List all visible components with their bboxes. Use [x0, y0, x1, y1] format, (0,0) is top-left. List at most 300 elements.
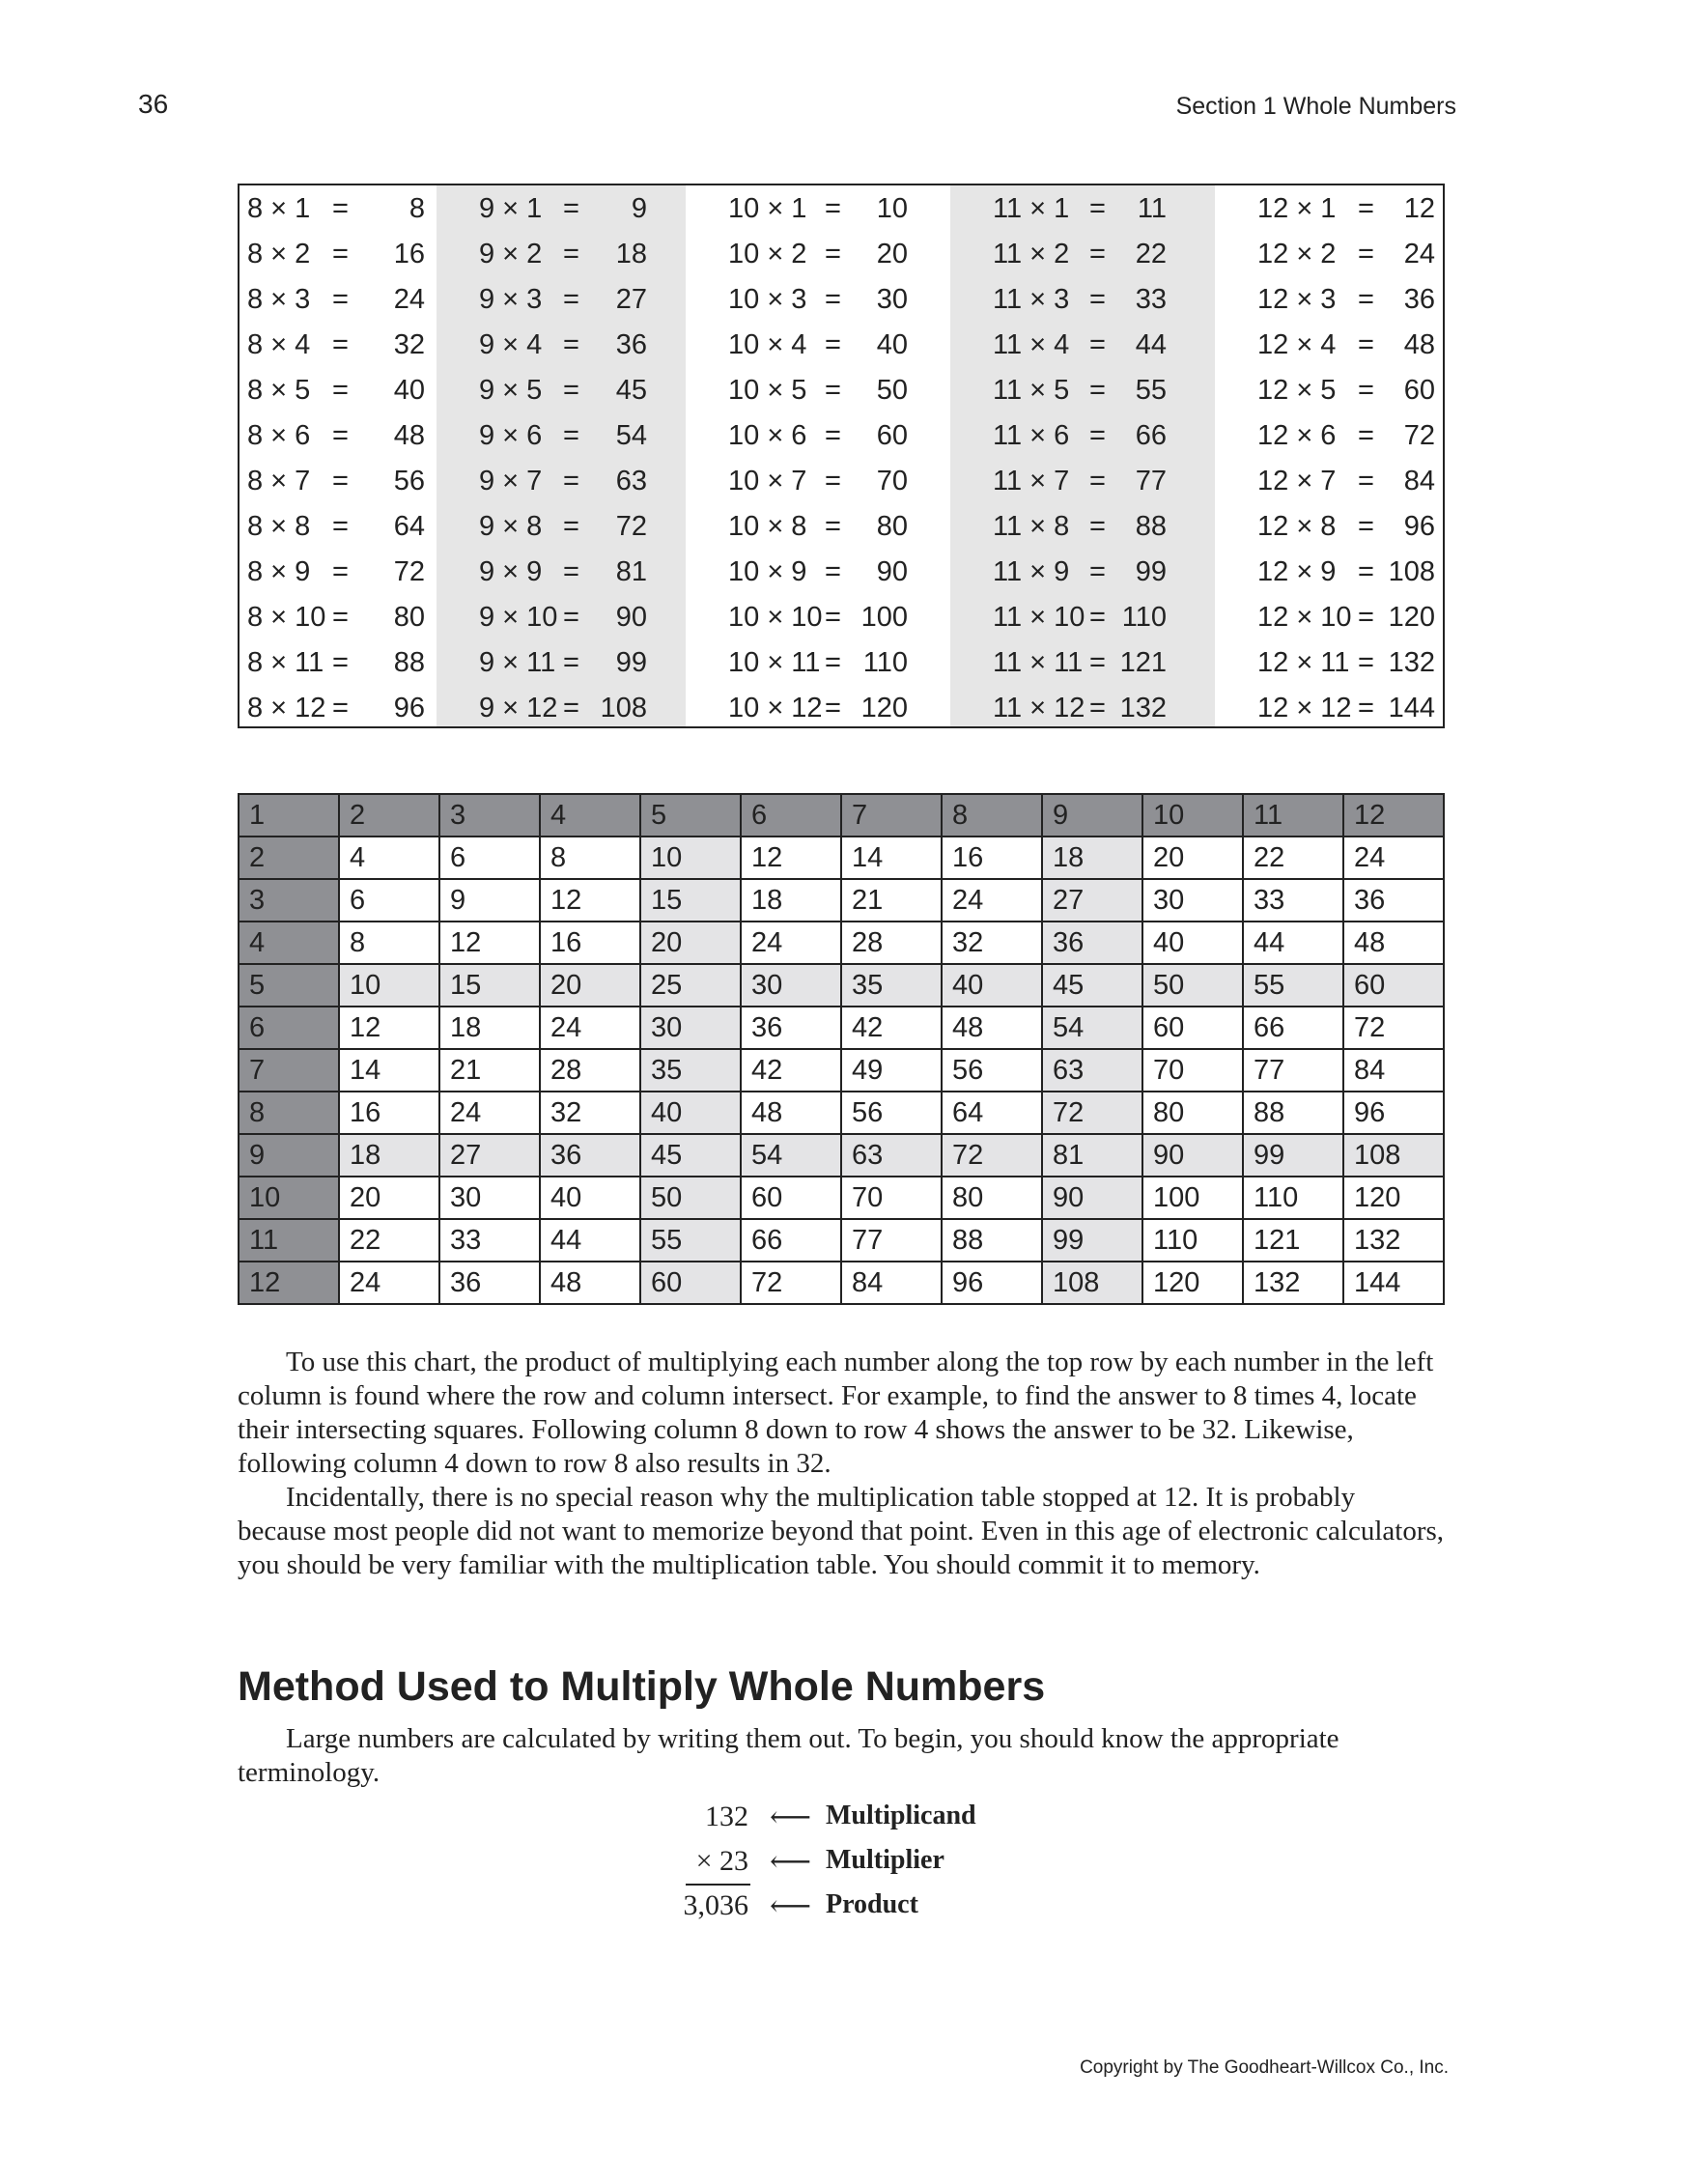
times-table-product: 33: [1135, 284, 1167, 315]
grid-cell: 9: [439, 879, 540, 922]
grid-cell: 40: [1142, 922, 1243, 964]
grid-cell: 99: [1243, 1134, 1343, 1177]
grid-column-header: 12: [1343, 794, 1444, 837]
times-table-expression: 12 × 5: [1257, 375, 1337, 406]
grid-cell: 50: [1142, 964, 1243, 1007]
equals-sign: =: [563, 511, 579, 542]
grid-cell: 20: [640, 922, 741, 964]
grid-cell: 42: [741, 1049, 841, 1092]
equals-sign: =: [825, 375, 841, 406]
times-table-row: [686, 186, 950, 232]
grid-column-header: 6: [741, 794, 841, 837]
times-table-expression: 11 × 9: [993, 556, 1070, 587]
equals-sign: =: [1089, 466, 1106, 496]
equals-sign: =: [563, 420, 579, 451]
grid-column-header: 4: [540, 794, 640, 837]
equals-sign: =: [1358, 693, 1374, 723]
times-table-expression: 12 × 12: [1257, 693, 1352, 723]
grid-column-header: 2: [339, 794, 439, 837]
equals-sign: =: [563, 556, 579, 587]
times-table-product: 96: [393, 693, 425, 723]
grid-cell: 32: [540, 1092, 640, 1134]
equals-sign: =: [1358, 193, 1374, 224]
times-table-product: 36: [1403, 284, 1435, 315]
grid-column-header: 1: [239, 794, 339, 837]
times-table-expression: 10 × 7: [728, 466, 807, 496]
times-table-product: 18: [615, 239, 647, 269]
multiplicand-label: Multiplicand: [826, 1801, 976, 1830]
times-table-product: 108: [1388, 556, 1435, 587]
equals-sign: =: [1089, 420, 1106, 451]
times-table-row: [240, 277, 437, 323]
multiplier-value: × 23: [695, 1845, 748, 1877]
times-table-product: 120: [860, 693, 908, 723]
times-table-product: 48: [1403, 329, 1435, 360]
times-table-expression: 11 × 3: [993, 284, 1070, 315]
grid-cell: 96: [942, 1262, 1042, 1304]
grid-cell: 32: [942, 922, 1042, 964]
times-table-product: 99: [1135, 556, 1167, 587]
grid-cell: 60: [1343, 964, 1444, 1007]
times-table-row: [686, 550, 950, 595]
grid-cell: 110: [1142, 1219, 1243, 1262]
times-table-row: [950, 323, 1215, 368]
grid-cell: 88: [942, 1219, 1042, 1262]
grid-cell: 30: [439, 1177, 540, 1219]
equals-sign: =: [1358, 239, 1374, 269]
times-table-row: [437, 640, 686, 686]
times-table-row: [437, 186, 686, 232]
grid-cell: 90: [1142, 1134, 1243, 1177]
times-table-row: [950, 640, 1215, 686]
times-table-expression: 10 × 10: [728, 602, 823, 633]
times-table-product: 16: [393, 239, 425, 269]
times-table-expression: 11 × 2: [993, 239, 1070, 269]
times-table-expression: 12 × 1: [1257, 193, 1337, 224]
times-table-expression: 12 × 11: [1257, 647, 1350, 678]
equals-sign: =: [332, 647, 349, 678]
grid-row: [239, 1007, 1444, 1049]
times-table-row: [437, 459, 686, 504]
grid-column-header: 7: [841, 794, 942, 837]
grid-column-header: 3: [439, 794, 540, 837]
grid-cell: 72: [942, 1134, 1042, 1177]
equals-sign: =: [563, 329, 579, 360]
grid-cell: 24: [439, 1092, 540, 1134]
grid-cell: 36: [540, 1134, 640, 1177]
times-table-row: [240, 686, 437, 731]
section-title: Method Used to Multiply Whole Numbers: [238, 1663, 1046, 1710]
times-table-product: 30: [876, 284, 908, 315]
equals-sign: =: [825, 466, 841, 496]
times-table-expression: 9 × 6: [479, 420, 543, 451]
times-table-product: 48: [393, 420, 425, 451]
times-table-expression: 9 × 1: [479, 193, 543, 224]
equals-sign: =: [825, 239, 841, 269]
times-table-product: 60: [1403, 375, 1435, 406]
grid-cell: 35: [841, 964, 942, 1007]
times-table-product: 63: [615, 466, 647, 496]
equals-sign: =: [332, 466, 349, 496]
grid-cell: 14: [339, 1049, 439, 1092]
grid-cell: 56: [841, 1092, 942, 1134]
grid-cell: 110: [1243, 1177, 1343, 1219]
equals-sign: =: [825, 602, 841, 633]
times-table-product: 108: [600, 693, 647, 723]
grid-row: [239, 922, 1444, 964]
equals-sign: =: [1089, 284, 1106, 315]
times-table-expression: 11 × 11: [993, 647, 1084, 678]
grid-cell: 18: [1042, 837, 1142, 879]
times-table-expression: 8 × 12: [247, 693, 326, 723]
grid-cell: 18: [439, 1007, 540, 1049]
grid-cell: 16: [540, 922, 640, 964]
equals-sign: =: [332, 375, 349, 406]
times-table-row: [950, 504, 1215, 550]
grid-cell: 21: [841, 879, 942, 922]
times-table-expression: 8 × 10: [247, 602, 326, 633]
grid-cell: 77: [1243, 1049, 1343, 1092]
product-label: Product: [826, 1889, 918, 1919]
grid-cell: 72: [1343, 1007, 1444, 1049]
grid-column-header: 5: [640, 794, 741, 837]
grid-cell: 63: [841, 1134, 942, 1177]
grid-cell: 99: [1042, 1219, 1142, 1262]
grid-cell: 36: [1042, 922, 1142, 964]
grid-cell: 10: [640, 837, 741, 879]
times-table-product: 81: [615, 556, 647, 587]
grid-cell: 16: [942, 837, 1042, 879]
grid-row-header: 12: [239, 1262, 339, 1304]
times-table-row: [686, 413, 950, 459]
grid-cell: 45: [640, 1134, 741, 1177]
grid-cell: 45: [1042, 964, 1142, 1007]
times-table-product: 120: [1388, 602, 1435, 633]
times-table-column: [1215, 185, 1443, 726]
grid-row-header: 9: [239, 1134, 339, 1177]
grid-cell: 132: [1343, 1219, 1444, 1262]
times-table-expression: 12 × 4: [1257, 329, 1337, 360]
times-table-expression: 8 × 9: [247, 556, 311, 587]
times-table-product: 22: [1135, 239, 1167, 269]
multiplicand-value: 132: [705, 1801, 748, 1832]
grid-cell: 18: [339, 1134, 439, 1177]
times-table-product: 90: [876, 556, 908, 587]
times-table-column: [240, 185, 437, 726]
times-table-row: [437, 595, 686, 640]
grid-cell: 72: [1042, 1092, 1142, 1134]
equals-sign: =: [1089, 329, 1106, 360]
grid-cell: 108: [1343, 1134, 1444, 1177]
copyright-notice: Copyright by The Goodheart-Willcox Co., Inc.: [1080, 2057, 1449, 2078]
times-table-row: [437, 232, 686, 277]
equals-sign: =: [563, 239, 579, 269]
grid-cell: 36: [1343, 879, 1444, 922]
grid-cell: 81: [1042, 1134, 1142, 1177]
grid-cell: 12: [439, 922, 540, 964]
equals-sign: =: [1089, 693, 1106, 723]
times-table-expression: 12 × 8: [1257, 511, 1337, 542]
times-table-expression: 12 × 2: [1257, 239, 1337, 269]
times-table-product: 110: [1121, 602, 1167, 633]
grid-cell: 24: [540, 1007, 640, 1049]
times-table-expression: 10 × 1: [728, 193, 807, 224]
grid-cell: 30: [741, 964, 841, 1007]
grid-column-header: 9: [1042, 794, 1142, 837]
grid-row-header: 3: [239, 879, 339, 922]
grid-cell: 120: [1142, 1262, 1243, 1304]
times-table-expression: 11 × 4: [993, 329, 1070, 360]
times-table-row: [1215, 368, 1443, 413]
paragraph-chart-usage: To use this chart, the product of multiplying each number along the top row by each number in the left column is found where the row and column intersect. For example, to find the answer to 8 times 4, locate their intersecting squares. Following column 8 down to row 4 shows the answer to be 32. Likewise, following column 4 down to row 8 also results in 32.: [238, 1347, 1434, 1479]
times-table-product: 72: [615, 511, 647, 542]
grid-cell: 4: [339, 837, 439, 879]
equals-sign: =: [825, 193, 841, 224]
grid-cell: 60: [640, 1262, 741, 1304]
grid-cell: 8: [339, 922, 439, 964]
times-table-product: 88: [393, 647, 425, 678]
grid-cell: 24: [339, 1262, 439, 1304]
grid-cell: 6: [339, 879, 439, 922]
paragraph-why-twelve: Incidentally, there is no special reason why the multiplication table stopped at 12. It is probably because most people did not want to memorize beyond that point. Even in this age of electronic calculators, you should be very familiar with the multiplication table. You should commit it to memory.: [238, 1482, 1445, 1580]
times-table-row: [950, 595, 1215, 640]
times-table-product: 66: [1135, 420, 1167, 451]
times-table-product: 80: [393, 602, 425, 633]
grid-row-header: 7: [239, 1049, 339, 1092]
equals-sign: =: [825, 693, 841, 723]
times-table-expression: 11 × 6: [993, 420, 1070, 451]
equals-sign: =: [332, 602, 349, 633]
times-table-row: [686, 232, 950, 277]
times-table-row: [437, 368, 686, 413]
times-table-row: [437, 277, 686, 323]
equals-sign: =: [825, 556, 841, 587]
left-arrow-icon: ⟵: [770, 1846, 812, 1878]
grid-cell: 84: [841, 1262, 942, 1304]
times-table-product: 11: [1137, 193, 1167, 224]
grid-cell: 24: [741, 922, 841, 964]
grid-cell: 14: [841, 837, 942, 879]
times-table-product: 72: [393, 556, 425, 587]
grid-cell: 48: [741, 1092, 841, 1134]
equals-sign: =: [825, 511, 841, 542]
times-table-row: [240, 368, 437, 413]
body-text: [238, 1346, 1450, 1582]
times-table-expression: 9 × 8: [479, 511, 543, 542]
equals-sign: =: [332, 693, 349, 723]
equals-sign: =: [563, 466, 579, 496]
grid-cell: 35: [640, 1049, 741, 1092]
grid-cell: 42: [841, 1007, 942, 1049]
grid-cell: 55: [640, 1219, 741, 1262]
grid-cell: 12: [741, 837, 841, 879]
times-table-product: 24: [393, 284, 425, 315]
times-table-product: 12: [1403, 193, 1435, 224]
times-table-row: [686, 595, 950, 640]
grid-cell: 33: [439, 1219, 540, 1262]
times-table-expression: 12 × 6: [1257, 420, 1337, 451]
grid-cell: 121: [1243, 1219, 1343, 1262]
grid-cell: 77: [841, 1219, 942, 1262]
times-table-product: 50: [876, 375, 908, 406]
times-table-row: [240, 550, 437, 595]
grid-cell: 60: [741, 1177, 841, 1219]
grid-cell: 27: [1042, 879, 1142, 922]
grid-cell: 36: [741, 1007, 841, 1049]
times-table-expression: 10 × 8: [728, 511, 807, 542]
grid-cell: 55: [1243, 964, 1343, 1007]
times-table-row: [950, 686, 1215, 731]
times-table-row: [950, 550, 1215, 595]
times-table-expression: 10 × 4: [728, 329, 807, 360]
grid-cell: 15: [640, 879, 741, 922]
times-table-row: [686, 640, 950, 686]
grid-cell: 70: [1142, 1049, 1243, 1092]
equals-sign: =: [332, 193, 349, 224]
grid-cell: 80: [942, 1177, 1042, 1219]
section-header: Section 1 Whole Numbers: [1175, 93, 1456, 120]
grid-row: [239, 1219, 1444, 1262]
grid-cell: 120: [1343, 1177, 1444, 1219]
times-table-row: [437, 413, 686, 459]
times-table-product: 84: [1403, 466, 1435, 496]
grid-cell: 90: [1042, 1177, 1142, 1219]
times-table-product: 88: [1135, 511, 1167, 542]
times-table-expression: 9 × 11: [479, 647, 556, 678]
times-table-row: [437, 504, 686, 550]
times-table-product: 20: [876, 239, 908, 269]
times-table-product: 40: [876, 329, 908, 360]
times-table-expression: 8 × 5: [247, 375, 311, 406]
times-table-row: [240, 640, 437, 686]
grid-cell: 48: [540, 1262, 640, 1304]
grid-cell: 10: [339, 964, 439, 1007]
times-table-expression: 11 × 12: [993, 693, 1085, 723]
times-table-row: [1215, 504, 1443, 550]
times-table-row: [1215, 277, 1443, 323]
times-table-row: [437, 550, 686, 595]
times-table-product: 132: [1119, 693, 1167, 723]
times-table-product: 99: [615, 647, 647, 678]
grid-cell: 54: [1042, 1007, 1142, 1049]
multiplier-label: Multiplier: [826, 1845, 944, 1875]
times-table-expression: 8 × 2: [247, 239, 311, 269]
times-table-product: 27: [615, 284, 647, 315]
grid-cell: 88: [1243, 1092, 1343, 1134]
equals-sign: =: [563, 193, 579, 224]
times-table-expression: 12 × 7: [1257, 466, 1337, 496]
times-table-product: 36: [615, 329, 647, 360]
times-table-product: 90: [615, 602, 647, 633]
product-rule-line: [686, 1884, 750, 1886]
grid-cell: 63: [1042, 1049, 1142, 1092]
times-table-row: [240, 186, 437, 232]
times-table-expression: 11 × 5: [993, 375, 1070, 406]
equals-sign: =: [1358, 420, 1374, 451]
times-table-column: [437, 185, 686, 726]
times-table-row: [686, 277, 950, 323]
times-table-row: [240, 504, 437, 550]
times-table-expression: 9 × 10: [479, 602, 558, 633]
times-table-row: [950, 459, 1215, 504]
grid-cell: 50: [640, 1177, 741, 1219]
equals-sign: =: [332, 239, 349, 269]
times-table-row: [437, 323, 686, 368]
times-table-column: [950, 185, 1215, 726]
grid-cell: 30: [1142, 879, 1243, 922]
left-arrow-icon: ⟵: [770, 1801, 812, 1833]
grid-cell: 144: [1343, 1262, 1444, 1304]
times-table-product: 55: [1135, 375, 1167, 406]
grid-cell: 36: [439, 1262, 540, 1304]
equals-sign: =: [1358, 284, 1374, 315]
times-table-product: 77: [1135, 466, 1167, 496]
grid-cell: 40: [640, 1092, 741, 1134]
times-table-product: 45: [615, 375, 647, 406]
times-table-expression: 8 × 6: [247, 420, 311, 451]
grid-row-header: 4: [239, 922, 339, 964]
grid-row-header: 11: [239, 1219, 339, 1262]
equals-sign: =: [332, 284, 349, 315]
times-table-expression: 8 × 11: [247, 647, 324, 678]
equals-sign: =: [1358, 647, 1374, 678]
times-table-row: [686, 368, 950, 413]
times-table-product: 64: [393, 511, 425, 542]
equals-sign: =: [1358, 602, 1374, 633]
times-table-expression: 8 × 7: [247, 466, 311, 496]
times-table-expression: 8 × 1: [247, 193, 311, 224]
grid-cell: 12: [540, 879, 640, 922]
times-table-row: [240, 232, 437, 277]
equals-sign: =: [1358, 556, 1374, 587]
grid-row: [239, 1049, 1444, 1092]
grid-cell: 48: [1343, 922, 1444, 964]
times-table-product: 80: [876, 511, 908, 542]
grid-row-header: 2: [239, 837, 339, 879]
equals-sign: =: [1089, 375, 1106, 406]
grid-cell: 18: [741, 879, 841, 922]
times-table-row: [950, 413, 1215, 459]
times-table-row: [240, 459, 437, 504]
grid-cell: 96: [1343, 1092, 1444, 1134]
left-arrow-icon: ⟵: [770, 1890, 812, 1922]
times-table-row: [950, 186, 1215, 232]
grid-cell: 66: [1243, 1007, 1343, 1049]
times-table-expression: 9 × 12: [479, 693, 558, 723]
times-table-product: 40: [393, 375, 425, 406]
times-table-expression: 11 × 8: [993, 511, 1070, 542]
times-table-row: [1215, 686, 1443, 731]
grid-cell: 12: [339, 1007, 439, 1049]
grid-row-header: 8: [239, 1092, 339, 1134]
times-table-row: [686, 686, 950, 731]
grid-cell: 100: [1142, 1177, 1243, 1219]
grid-cell: 60: [1142, 1007, 1243, 1049]
grid-row: [239, 964, 1444, 1007]
times-table-expression: 11 × 10: [993, 602, 1085, 633]
grid-cell: 40: [540, 1177, 640, 1219]
times-table-expression: 9 × 7: [479, 466, 543, 496]
times-tables-8-to-12: [238, 184, 1445, 728]
equals-sign: =: [1358, 511, 1374, 542]
times-table-product: 24: [1403, 239, 1435, 269]
times-table-product: 10: [876, 193, 908, 224]
times-table-expression: 10 × 2: [728, 239, 807, 269]
times-table-product: 54: [615, 420, 647, 451]
times-table-product: 56: [393, 466, 425, 496]
times-table-expression: 8 × 4: [247, 329, 311, 360]
equals-sign: =: [563, 602, 579, 633]
